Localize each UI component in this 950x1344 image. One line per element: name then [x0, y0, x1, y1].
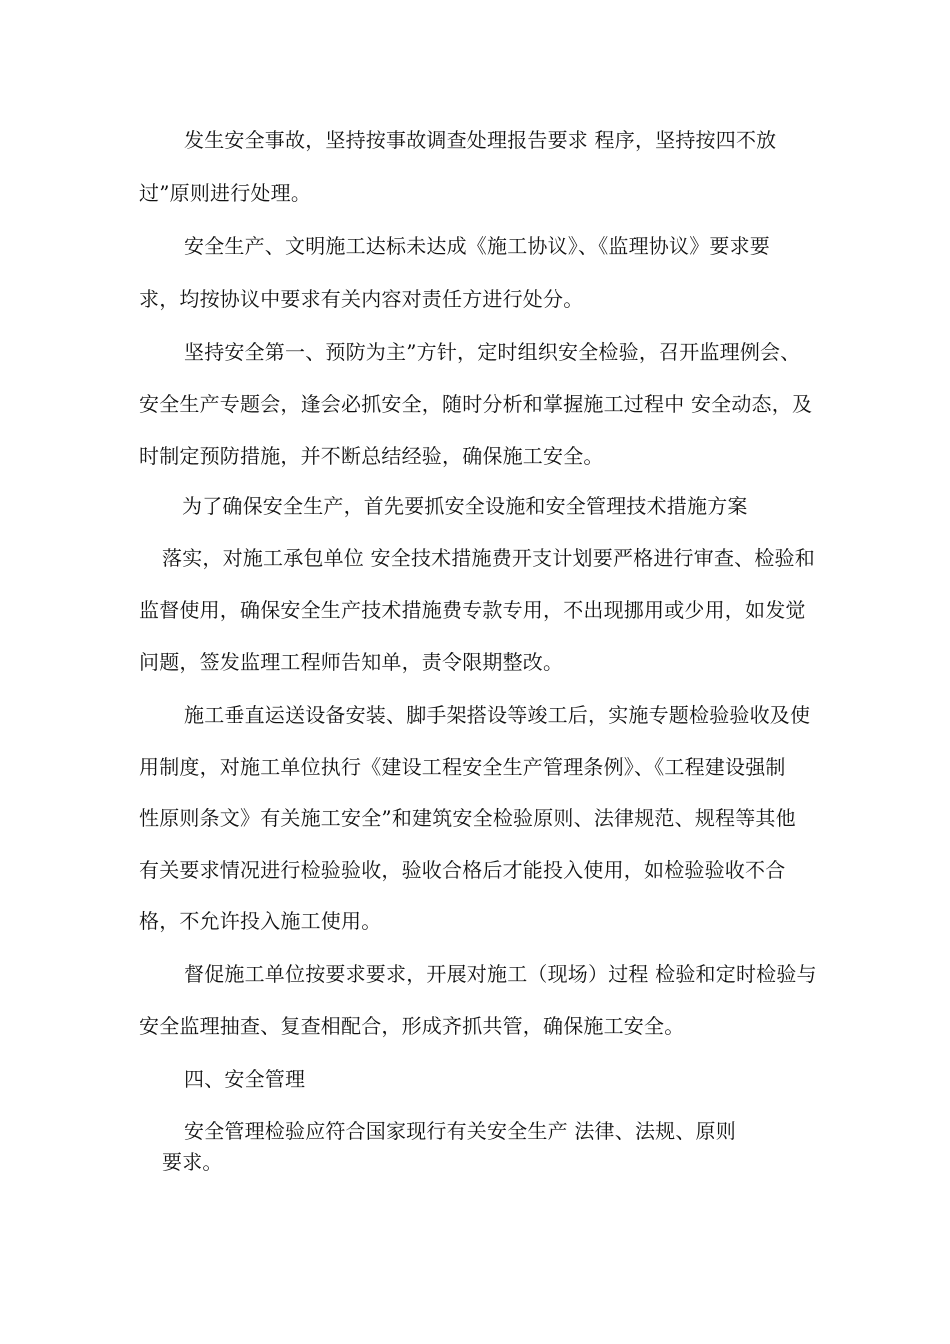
paragraph-line: 用制度，对施工单位执行《建设工程安全生产管理条例》、《工程建设强制 — [139, 755, 786, 779]
paragraph-line: 问题，签发监理工程师告知单，责令限期整改。 — [139, 650, 564, 674]
section-heading: 四、安全管理 — [184, 1067, 306, 1091]
paragraph-line: 为了确保安全生产，首先要抓安全设施和安全管理技术措施方案 — [182, 494, 748, 518]
paragraph-line: 性原则条文》有关施工安全”和建筑安全检验原则、法律规范、规程等其他 — [139, 806, 796, 830]
paragraph-line: 坚持安全第一、预防为主”方针，定时组织安全检验，召开监理例会、 — [184, 340, 801, 364]
paragraph-line: 落实，对施工承包单位 安全技术措施费开支计划要严格进行审查、检验和 — [162, 546, 815, 570]
paragraph-line: 督促施工单位按要求要求，开展对施工（现场）过程 检验和定时检验与 — [184, 962, 817, 986]
paragraph-line: 有关要求情况进行检验验收，验收合格后才能投入使用，如检验验收不合 — [139, 858, 786, 882]
paragraph-line: 发生安全事故，坚持按事故调查处理报告要求 程序，坚持按四不放 — [184, 128, 777, 152]
paragraph-line: 格，不允许投入施工使用。 — [139, 909, 382, 933]
paragraph-line: 安全生产、文明施工达标未达成《施工协议》、《监理协议》要求要 — [184, 234, 770, 258]
paragraph-line: 安全生产专题会，逢会必抓安全，随时分析和掌握施工过程中 安全动态，及 — [139, 392, 813, 416]
paragraph-line: 过”原则进行处理。 — [139, 181, 312, 205]
paragraph-line: 安全管理检验应符合国家现行有关安全生产 法律、法规、原则 — [184, 1119, 736, 1143]
paragraph-line: 监督使用，确保安全生产技术措施费专款专用，不出现挪用或少用，如发觉 — [139, 598, 806, 622]
paragraph-line: 施工垂直运送设备安装、脚手架搭设等竣工后，实施专题检验验收及使 — [184, 703, 811, 727]
paragraph-line: 安全监理抽查、复查相配合，形成齐抓共管，确保施工安全。 — [139, 1014, 685, 1038]
paragraph-line: 要求。 — [162, 1150, 223, 1174]
paragraph-line: 求，均按协议中要求有关内容对责任方进行处分。 — [139, 287, 584, 311]
paragraph-line: 时制定预防措施，并不断总结经验，确保施工安全。 — [139, 444, 604, 468]
